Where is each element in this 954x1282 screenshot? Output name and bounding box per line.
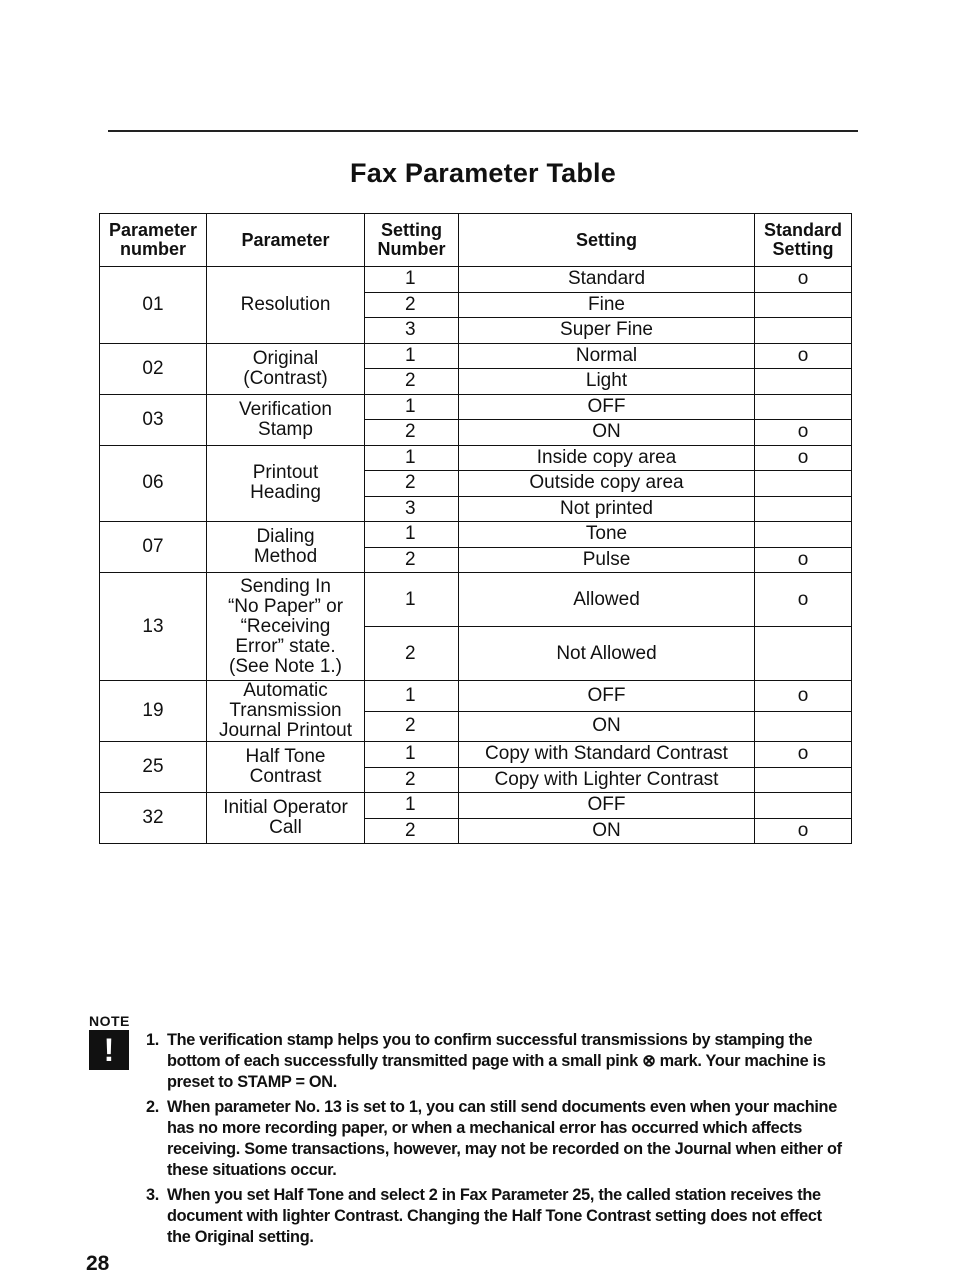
setting-number-cell: 2: [365, 818, 459, 844]
setting-cell: OFF: [459, 394, 755, 420]
parameter-number-cell: 03: [100, 394, 207, 445]
standard-setting-cell: o: [755, 267, 852, 293]
standard-setting-cell: o: [755, 547, 852, 573]
setting-cell: Copy with Standard Contrast: [459, 742, 755, 768]
parameter-number-cell: 07: [100, 522, 207, 573]
parameter-number-cell: 32: [100, 793, 207, 844]
setting-number-cell: 1: [365, 681, 459, 712]
setting-cell: OFF: [459, 793, 755, 819]
header-setting-number: Setting Number: [365, 214, 459, 267]
setting-cell: Pulse: [459, 547, 755, 573]
parameter-name-cell: Sending In “No Paper” or “Receiving Error” state. (See Note 1.): [207, 573, 365, 681]
parameter-name-cell: Original (Contrast): [207, 343, 365, 394]
table-row: [100, 742, 852, 768]
standard-setting-cell: o: [755, 681, 852, 712]
setting-cell: OFF: [459, 681, 755, 712]
page-number: 28: [86, 1252, 110, 1275]
table-row: [100, 681, 852, 712]
setting-cell: Super Fine: [459, 318, 755, 344]
setting-number-cell: 1: [365, 445, 459, 471]
parameter-name-cell: Printout Heading: [207, 445, 365, 522]
setting-cell: Normal: [459, 343, 755, 369]
parameter-name-cell: Dialing Method: [207, 522, 365, 573]
table-body: [100, 267, 852, 844]
table-row: [100, 522, 852, 548]
standard-setting-cell: o: [755, 420, 852, 446]
table-row: [100, 445, 852, 471]
standard-setting-cell: [755, 318, 852, 344]
top-rule: [108, 130, 858, 132]
setting-cell: Standard: [459, 267, 755, 293]
parameter-name-cell: Initial Operator Call: [207, 793, 365, 844]
setting-cell: Not printed: [459, 496, 755, 522]
setting-number-cell: 1: [365, 522, 459, 548]
table-row: [100, 394, 852, 420]
page-title: Fax Parameter Table: [350, 158, 616, 188]
parameter-number-cell: 25: [100, 742, 207, 793]
header-standard-setting: Standard Setting: [755, 214, 852, 267]
table-row: [100, 793, 852, 819]
setting-cell: Fine: [459, 292, 755, 318]
parameter-name-cell: Verification Stamp: [207, 394, 365, 445]
setting-cell: Tone: [459, 522, 755, 548]
note-item: 2. When parameter No. 13 is set to 1, you can still send documents even when your machine has no more recording paper, or when a mechanical error has occurred which affects receiving. Some transactions, however, may not be recorded on the Journal when either of these situations occur.: [146, 1098, 842, 1179]
setting-number-cell: 2: [365, 369, 459, 395]
table-header-row: [100, 214, 852, 267]
standard-setting-cell: [755, 394, 852, 420]
note-icon-glyph: !: [103, 1032, 115, 1068]
table-row: [100, 267, 852, 293]
standard-setting-cell: [755, 711, 852, 742]
setting-cell: Not Allowed: [459, 627, 755, 681]
standard-setting-cell: [755, 496, 852, 522]
note-item: 3. When you set Half Tone and select 2 in Fax Parameter 25, the called station receives the document with lighter Contrast. Changing the Half Tone Contrast setting does not effect the Original setting.: [146, 1186, 822, 1246]
standard-setting-cell: [755, 767, 852, 793]
parameter-number-cell: 13: [100, 573, 207, 681]
parameter-name-cell: Resolution: [207, 267, 365, 344]
setting-number-cell: 3: [365, 496, 459, 522]
setting-number-cell: 1: [365, 267, 459, 293]
standard-setting-cell: [755, 471, 852, 497]
setting-number-cell: 2: [365, 711, 459, 742]
setting-cell: Copy with Lighter Contrast: [459, 767, 755, 793]
setting-number-cell: 2: [365, 420, 459, 446]
note-item: 1. The verification stamp helps you to confirm successful transmissions by stamping the bottom of each successfully transmitted page with a small pink ⊗ mark. Your machine is preset to STAMP = ON.: [146, 1031, 826, 1091]
setting-number-cell: 1: [365, 742, 459, 768]
notes-list: [146, 1030, 846, 1252]
header-parameter-number: Parameter number: [100, 214, 207, 267]
standard-setting-cell: [755, 627, 852, 681]
setting-cell: ON: [459, 711, 755, 742]
setting-cell: Outside copy area: [459, 471, 755, 497]
header-setting: Setting: [459, 214, 755, 267]
parameter-name-cell: Automatic Transmission Journal Printout: [207, 681, 365, 742]
table-row: [100, 573, 852, 627]
parameter-number-cell: 02: [100, 343, 207, 394]
parameter-number-cell: 06: [100, 445, 207, 522]
standard-setting-cell: [755, 522, 852, 548]
standard-setting-cell: o: [755, 818, 852, 844]
setting-number-cell: 1: [365, 343, 459, 369]
standard-setting-cell: o: [755, 742, 852, 768]
setting-cell: Inside copy area: [459, 445, 755, 471]
setting-cell: Light: [459, 369, 755, 395]
setting-number-cell: 2: [365, 547, 459, 573]
table-row: [100, 343, 852, 369]
standard-setting-cell: o: [755, 445, 852, 471]
setting-cell: ON: [459, 818, 755, 844]
parameter-number-cell: 19: [100, 681, 207, 742]
setting-number-cell: 2: [365, 471, 459, 497]
standard-setting-cell: [755, 369, 852, 395]
setting-cell: ON: [459, 420, 755, 446]
note-exclamation-icon: [89, 1030, 129, 1070]
standard-setting-cell: [755, 292, 852, 318]
setting-number-cell: 1: [365, 793, 459, 819]
parameter-name-cell: Half Tone Contrast: [207, 742, 365, 793]
note-label: NOTE: [89, 1013, 130, 1029]
fax-parameter-table: [99, 213, 852, 844]
standard-setting-cell: [755, 793, 852, 819]
setting-number-cell: 1: [365, 573, 459, 627]
setting-number-cell: 2: [365, 627, 459, 681]
setting-number-cell: 2: [365, 292, 459, 318]
header-parameter: Parameter: [207, 214, 365, 267]
standard-setting-cell: o: [755, 343, 852, 369]
setting-number-cell: 2: [365, 767, 459, 793]
setting-cell: Allowed: [459, 573, 755, 627]
standard-setting-cell: o: [755, 573, 852, 627]
parameter-number-cell: 01: [100, 267, 207, 344]
setting-number-cell: 1: [365, 394, 459, 420]
setting-number-cell: 3: [365, 318, 459, 344]
